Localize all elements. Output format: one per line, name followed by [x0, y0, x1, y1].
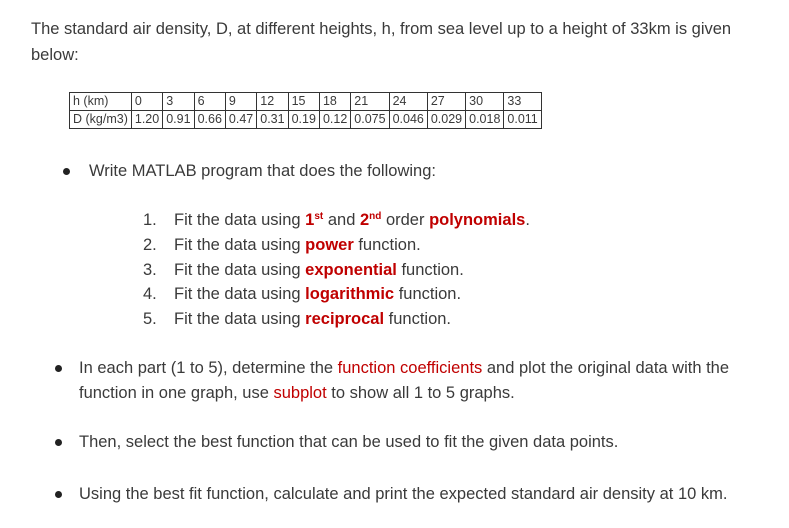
bullet-calculate-density: Using the best fit function, calculate and print the expected standard air density at 10 km.	[79, 485, 728, 503]
table-cell: 18	[319, 93, 350, 111]
list-item: 5. Fit the data using reciprocal function.	[143, 310, 452, 329]
air-density-table	[69, 92, 542, 129]
table-cell: 0.018	[466, 111, 504, 129]
table-row-density	[70, 111, 542, 129]
table-cell: 30	[466, 93, 504, 111]
table-cell: 27	[427, 93, 465, 111]
table-cell: 6	[194, 93, 225, 111]
bullet-best-function: Then, select the best function that can be used to fit the given data points.	[79, 433, 619, 451]
table-cell: 0.66	[194, 111, 225, 129]
bullet-dot	[55, 491, 62, 498]
table-cell: 3	[163, 93, 194, 111]
list-item: 1. Fit the data using 1st and 2nd order polynomials.	[143, 211, 530, 229]
table-cell: 0.12	[319, 111, 350, 129]
table-cell: 0	[131, 93, 162, 111]
table-cell: h (km)	[70, 93, 132, 111]
bullet-dot	[55, 439, 62, 446]
table-cell: 1.20	[131, 111, 162, 129]
bullet-dot	[55, 365, 62, 372]
table-row-height	[70, 93, 542, 111]
table-cell: 0.19	[288, 111, 319, 129]
table-cell: 0.011	[504, 111, 541, 129]
table-cell: 21	[351, 93, 389, 111]
table-cell: 9	[225, 93, 256, 111]
table-cell: 0.075	[351, 111, 389, 129]
table-cell: 12	[257, 93, 288, 111]
list-item: 4. Fit the data using logarithmic function.	[143, 285, 462, 304]
intro-paragraph: The standard air density, D, at different heights, h, from sea level up to a height of 33km is given below:	[31, 20, 732, 64]
list-item: 2. Fit the data using power function.	[143, 235, 421, 254]
table-cell: 33	[504, 93, 541, 111]
table-cell: 0.91	[163, 111, 194, 129]
bullet-coefficients: In each part (1 to 5), determine the function coefficients and plot the original data with the function in one graph, use subplot to show all 1 to 5 graphs.	[79, 359, 730, 402]
bullet-dot	[63, 168, 70, 175]
table-cell: 0.31	[257, 111, 288, 129]
table-cell: 0.029	[427, 111, 465, 129]
table-cell: D (kg/m3)	[70, 111, 132, 129]
table-cell: 0.046	[389, 111, 427, 129]
table-cell: 0.47	[225, 111, 256, 129]
list-item: 3. Fit the data using exponential function.	[143, 260, 464, 279]
table-cell: 15	[288, 93, 319, 111]
table-cell: 24	[389, 93, 427, 111]
bullet-write-program: Write MATLAB program that does the following:	[89, 162, 436, 180]
task-list	[143, 208, 530, 332]
